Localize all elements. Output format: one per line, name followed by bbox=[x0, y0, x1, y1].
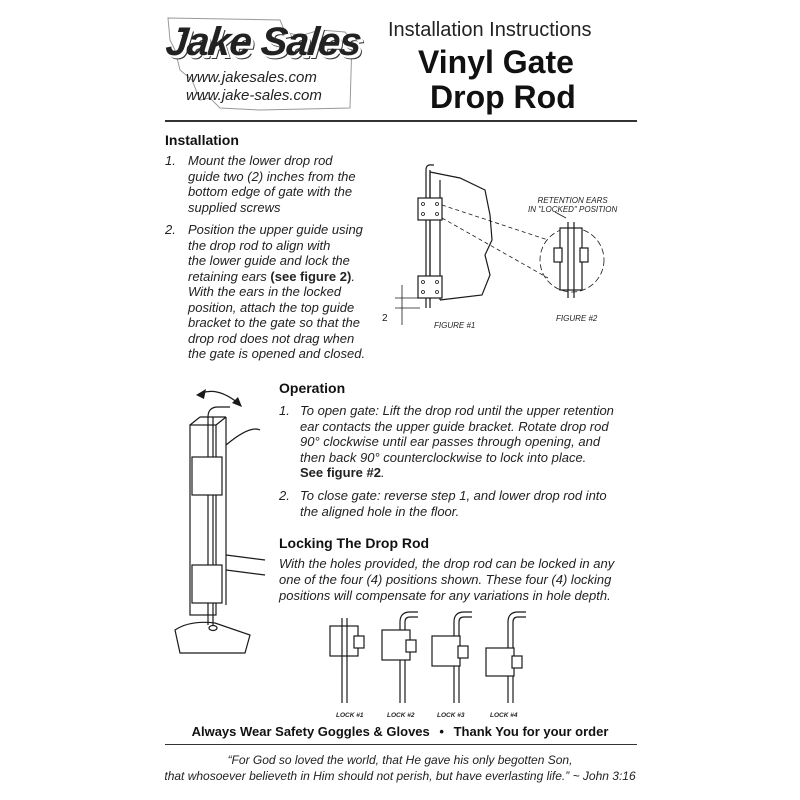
lock-2-label: LOCK #2 bbox=[387, 712, 415, 719]
dimension-label: 2 bbox=[382, 313, 388, 324]
document-subtitle: Installation Instructions bbox=[388, 19, 592, 41]
figure-reference: See figure #2 bbox=[300, 465, 381, 480]
install-step-2: Position the upper guide using the drop rod to align with the lower guide and lock the retaining ears (see figure 2). With the ears in the locked position, attach the top guide bracket to the gate so that the drop rod does not drag when the gate is opened and closed. bbox=[188, 222, 366, 361]
lock-3-label: LOCK #3 bbox=[437, 712, 465, 719]
operation-step-number: 2. bbox=[279, 488, 290, 503]
figure-reference: (see figure 2) bbox=[270, 268, 352, 284]
website-url[interactable]: www.jakesales.com bbox=[186, 69, 317, 86]
document-title-line2: Drop Rod bbox=[430, 79, 576, 115]
bible-verse: “For God so loved the world, that He gave his only begotten Son, that whosoever believeth in Him should not perish, but have everlasting life.” ~ John 3:16 bbox=[164, 753, 636, 783]
document-title-line1: Vinyl Gate bbox=[418, 44, 574, 80]
lower-guide-bracket bbox=[418, 276, 442, 298]
locking-paragraph: With the holes provided, the drop rod can be locked in any one of the four (4) positions shown. These four (4) locking positions will compensate for any variations in hole depth. bbox=[279, 556, 615, 603]
lower-bracket bbox=[192, 565, 222, 603]
upper-bracket bbox=[192, 457, 222, 495]
thank-you-note: Thank You for your order bbox=[453, 724, 609, 739]
lock-position-3 bbox=[432, 612, 472, 703]
drop-rod-handle bbox=[426, 165, 434, 170]
operation-step-1: To open gate: Lift the drop rod until the upper retention ear contacts the upper guide bracket. Rotate drop rod 90° clockwise until ear passes through opening, and then back 90° counterclockwise to lock into place. See figure #2. bbox=[300, 403, 614, 480]
install-step-1: Mount the lower drop rod guide two (2) inches from the bottom edge of gate with the supplied screws bbox=[188, 153, 356, 215]
safety-note: Always Wear Safety Goggles & Gloves • Thank You for your order bbox=[191, 724, 609, 739]
operation-step-number: 1. bbox=[279, 403, 290, 418]
upper-guide-bracket bbox=[418, 198, 442, 220]
lock-4-label: LOCK #4 bbox=[490, 712, 518, 719]
header-divider bbox=[165, 120, 637, 122]
operation-heading: Operation bbox=[279, 380, 346, 396]
gate-panel-edge bbox=[226, 429, 260, 445]
figure-1-caption: FIGURE #1 bbox=[434, 321, 476, 330]
install-step-number: 1. bbox=[165, 153, 176, 168]
brand-logo: Jake Sales bbox=[163, 20, 364, 64]
lock-positions-illustration bbox=[320, 608, 550, 708]
footer-divider bbox=[165, 744, 637, 745]
detail-bracket bbox=[560, 228, 582, 290]
figure-1-and-2-illustration bbox=[390, 160, 640, 340]
operation-step-2: To close gate: reverse step 1, and lower drop rod into the aligned hole in the floor. bbox=[300, 488, 607, 519]
lock-position-1 bbox=[330, 618, 364, 703]
ground-slab bbox=[175, 622, 250, 653]
website-url-alt[interactable]: www.jake-sales.com bbox=[186, 87, 322, 104]
gate-post-illustration bbox=[170, 385, 270, 660]
locking-heading: Locking The Drop Rod bbox=[279, 535, 430, 551]
lock-1-label: LOCK #1 bbox=[336, 712, 364, 719]
rotation-arrow bbox=[202, 391, 238, 403]
lock-position-4 bbox=[486, 612, 526, 703]
installation-heading: Installation bbox=[165, 132, 239, 148]
retention-ears-label: RETENTION EARS IN "LOCKED" POSITION bbox=[528, 196, 618, 214]
separator-bullet: • bbox=[439, 724, 444, 739]
install-step-number: 2. bbox=[165, 222, 176, 237]
lock-position-2 bbox=[382, 612, 418, 703]
figure-2-caption: FIGURE #2 bbox=[556, 314, 598, 323]
